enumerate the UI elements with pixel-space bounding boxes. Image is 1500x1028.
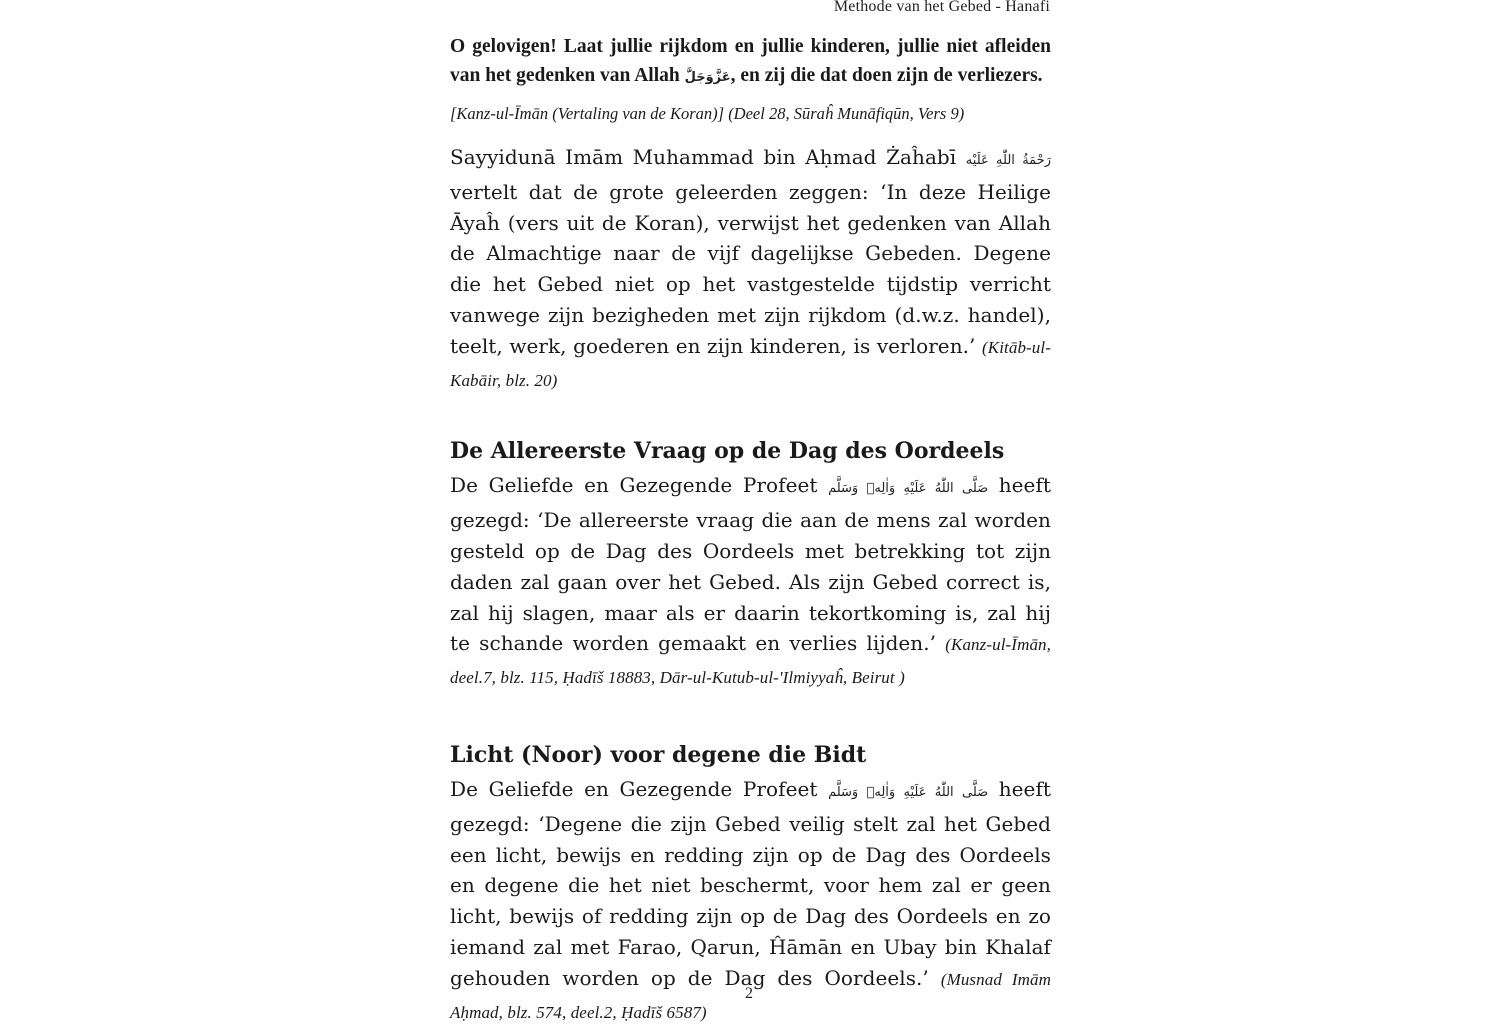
section-heading-light: Licht (Noor) voor degene die Bidt <box>450 741 867 768</box>
citation: (Kanz-ul-Īmān, deel.7, blz. 115, Ḥadīš 18883, Dār-ul-Kutub-ul-'Ilmiyyaĥ, Beirut ) <box>450 635 1051 688</box>
verse-reference: [Kanz-ul-Īmān (Vertaling van de Koran)] (Deel 28, Sūraĥ Munāfiqūn, Vers 9) <box>450 104 965 123</box>
paragraph-text-start: De Geliefde en Gezegende Profeet <box>450 776 829 801</box>
citation: (Kitāb-ul-Kabāir, blz. 20) <box>450 337 1051 390</box>
verse-text-end: , en zij die dat doen zijn de verliezers. <box>730 65 1043 86</box>
running-header: Methode van het Gebed - Hanafi <box>833 0 1050 15</box>
arabic-honorific-glyph: عَزَّوَجَلَّ <box>684 70 731 85</box>
paragraph-text-end: vertelt dat de grote geleerden zeggen: ‘In deze Heilige Āyaĥ (vers uit de Koran), verwijst het gedenken van Allah de Almachtige naar de vijf dagelijkse Gebeden. Degene die het Gebed niet op het vastgestelde tijdstip verricht vanwege zijn bezigheden met zijn rijkdom (d.w.z. handel), teelt, werk, goederen en zijn kinderen, is verloren.’ <box>450 179 1051 358</box>
paragraph-zahabi <box>450 142 1051 396</box>
paragraph-text-end: heeft gezegd: ‘Degene die zijn Gebed veilig stelt zal het Gebed een licht, bewijs en redding zijn op de Dag des Oordeels en degene die het niet beschermt, voor hem zal er geen licht, bewijs of redding zijn op de Dag des Oordeels en zo iemand zal met Farao, Qarun, Ĥāmān en Ubay bin Khalaf gehouden worden op de Dag des Oordeels.’ <box>450 776 1051 990</box>
arabic-honorific-glyph: صَلَّى اللّٰهُ عَلَيْهِ وَاٰلِهٖ وَسَلَّم <box>828 784 989 800</box>
page-number: 2 <box>745 985 753 1002</box>
citation: (Musnad Imām Aḥmad, blz. 574, deel.2, Ḥadīš 6587) <box>450 969 1051 1022</box>
quran-verse <box>450 32 1051 92</box>
paragraph-first-question <box>450 470 1051 694</box>
arabic-honorific-glyph: رَحْمَةُ اللّٰهِ عَلَيْه <box>965 153 1051 168</box>
page-body <box>450 32 1051 1028</box>
arabic-honorific-glyph: صَلَّى اللّٰهُ عَلَيْهِ وَاٰلِهٖ وَسَلَّم <box>828 481 989 497</box>
paragraph-text-end: heeft gezegd: ‘De allereerste vraag die aan de mens zal worden gesteld op de Dag des Oordeels met betrekking tot zijn daden zal gaan over het Gebed. Als zijn Gebed correct is, zal hij slagen, maar als er daarin tekortkoming is, zal hij te schande worden gemaakt en verlies lijden.’ <box>450 473 1051 656</box>
verse-text-start: O gelovigen! Laat jullie rijkdom en jullie kinderen, jullie niet afleiden van het gedenken van Allah <box>450 36 1051 86</box>
paragraph-text-start: Sayyidunā Imām Muhammad bin Aḥmad Żaĥabī <box>450 145 966 169</box>
section-heading-first-question: De Allereerste Vraag op de Dag des Oordeels <box>450 438 1005 465</box>
paragraph-text-start: De Geliefde en Gezegende Profeet <box>450 473 829 498</box>
